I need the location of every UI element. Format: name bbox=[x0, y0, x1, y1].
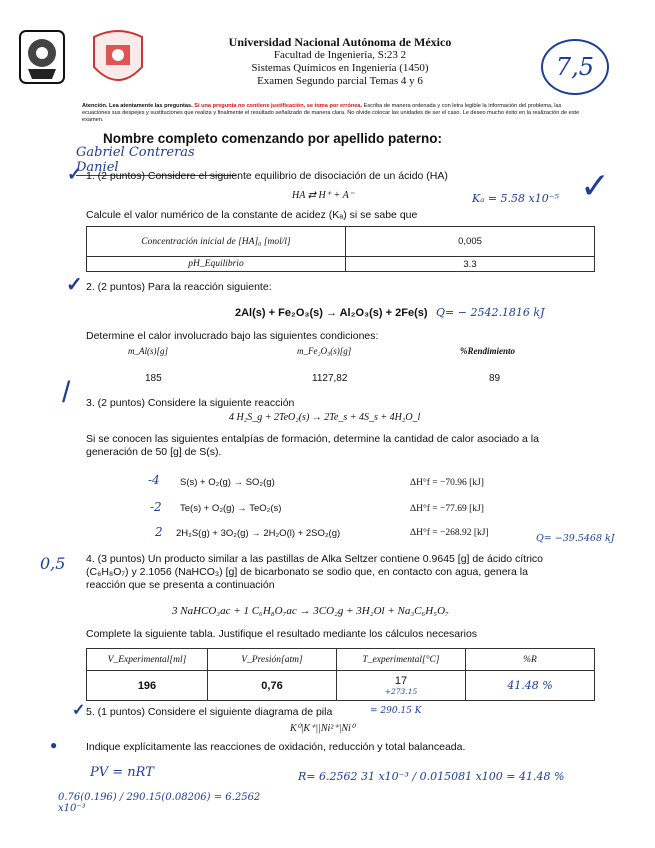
q2-col1: m_Al(s)[g] bbox=[128, 346, 168, 356]
q2-equation: 2Al(s) + Fe₂O₃(s) → Al₂O₃(s) + 2Fe(s) bbox=[235, 307, 428, 319]
q4-hand-t2: = 290.15 K bbox=[370, 706, 422, 716]
q3-equation: 4 H₂S_g + 2TeO₂(s) → 2Te_s + 4S_s + 4H₂O_l bbox=[229, 412, 421, 423]
q4-h1: V_Experimental[ml] bbox=[87, 649, 208, 671]
ingenieria-seal-logo bbox=[86, 27, 150, 93]
check-mark-q2: ✓ bbox=[66, 274, 83, 296]
q4-v4: 41.48 % bbox=[466, 671, 595, 701]
q4-v1: 196 bbox=[87, 671, 208, 701]
exam-header bbox=[175, 36, 505, 88]
q2-ask: Determine el calor involucrado bajo las siguientes condiciones: bbox=[86, 330, 379, 342]
q1-row2-value: 3.3 bbox=[346, 257, 595, 272]
q2-val1: 185 bbox=[145, 373, 162, 384]
q3-hand-answer: Q= −39.5468 kJ bbox=[536, 533, 615, 544]
q4-v2: 0,76 bbox=[208, 671, 337, 701]
q4-ask: Complete la siguiente tabla. Justifique el resultado mediante los cálculos necesarios bbox=[86, 628, 478, 640]
exam-line: Examen Segundo parcial Temas 4 y 6 bbox=[257, 75, 423, 87]
q1-text: 1. (2 puntos) Considere el siguiente equilibrio de disociación de un ácido (HA) bbox=[86, 170, 448, 182]
q4-table bbox=[86, 648, 595, 701]
q3-hand-m2: -2 bbox=[150, 500, 162, 514]
q1-row1-value: 0,005 bbox=[346, 227, 595, 257]
faculty-line: Facultad de Ingeniería, S:23 2 bbox=[273, 49, 407, 61]
q1-row2-label: pH_Equilibrio bbox=[87, 257, 346, 272]
q3-r1: S(s) + O₂(g) → SO₂(g) bbox=[180, 477, 275, 488]
work-r-calc: R= 6.2562 31 x10⁻³ / 0.015081 x100 = 41.48 % bbox=[298, 770, 565, 783]
q3-r3: 2H₂S(g) + 3O₂(g) → 2H₂O(l) + 2SO₂(g) bbox=[176, 528, 341, 539]
check-mark-q1: ✓ bbox=[67, 164, 83, 184]
name-value: Gabriel Contreras Daniel bbox=[76, 145, 236, 176]
q1-ask: Calcule el valor numérico de la constante de acidez (Kₐ) si se sabe que bbox=[86, 209, 418, 221]
q3-ask: Si se conocen las siguientes entalpías de formación, determine la cantidad de calor asociado a la generación de 50 [g] de S(s). bbox=[86, 433, 539, 458]
q4-v3: 17 bbox=[394, 675, 408, 687]
q3-r2-dh: ΔH°f = −77.69 [kJ] bbox=[410, 504, 484, 514]
q5-ask: Indique explícitamente las reacciones de oxidación, reducción y total balanceada. bbox=[86, 741, 466, 753]
q1-hand-answer: Kₐ = 5.58 x10⁻⁵ bbox=[472, 192, 559, 205]
q3-r2: Te(s) + O₂(g) → TeO₂(s) bbox=[180, 503, 282, 514]
q2-col2: m_Fe₂O₃(s)[g] bbox=[297, 346, 352, 356]
q3-text: 3. (2 puntos) Considere la siguiente reacción bbox=[86, 397, 295, 409]
q2-col3: %Rendimiento bbox=[460, 346, 516, 356]
q4-h2: V_Presión[atm] bbox=[208, 649, 337, 671]
q4-hand-t: +273.15 bbox=[384, 687, 418, 696]
q2-text: 2. (2 puntos) Para la reacción siguiente: bbox=[86, 281, 272, 293]
q4-equation: 3 NaHCO₃ac + 1 C₆H₈O₇ac → 3CO₂g + 3H₂Ol + Na₃C₆H₅O₇ bbox=[172, 605, 449, 617]
name-label: Nombre completo comenzando por apellido paterno: bbox=[103, 131, 443, 146]
q1-equation: HA ⇄ H⁺ + A⁻ bbox=[292, 190, 354, 201]
q2-val2: 1127,82 bbox=[312, 373, 348, 384]
q4-text: 4. (3 puntos) Un producto similar a las pastillas de Alka Seltzer contiene 0.9645 [g] de ácido cítrico (C₆H₈O₇) y 2.1056 (NaHCO₃) [g] de bicarbonato se sodio que, en contacto con agua, genera la reacción que se presenta a continuación bbox=[86, 553, 543, 591]
q1-row1-label: Concentración inicial de [HA]₀ [mol/l] bbox=[87, 227, 346, 257]
grade-circle: 7,5 bbox=[541, 39, 609, 95]
q2-hand-answer: Q= − 2542.1816 kJ bbox=[436, 306, 545, 319]
q3-r3-dh: ΔH°f = −268.92 [kJ] bbox=[410, 528, 489, 538]
course-line: Sistemas Químicos en Ingeniería (1450) bbox=[251, 62, 429, 74]
work-ideal-gas: PV = nRT bbox=[90, 765, 154, 780]
attention-warning: Si una pregunta no contiene justificación, se toma por errónea. bbox=[194, 103, 363, 109]
q4-h4: %R bbox=[466, 649, 595, 671]
q5-text: 5. (1 puntos) Considere el siguiente diagrama de pila bbox=[86, 706, 333, 718]
check-mark-big: ✓ bbox=[580, 165, 611, 206]
q4-h3: T_experimental[°C] bbox=[337, 649, 466, 671]
attention-lead: Atención. Lea atentamente las preguntas. bbox=[82, 103, 193, 109]
q1-table bbox=[86, 226, 595, 272]
q2-val3: 89 bbox=[489, 373, 501, 384]
q3-hand-m3: 2 bbox=[155, 525, 163, 539]
university-name: Universidad Nacional Autónoma de México bbox=[228, 35, 452, 49]
unam-seal-logo bbox=[18, 29, 66, 85]
q3-r1-dh: ΔH°f = −70.96 [kJ] bbox=[410, 478, 484, 488]
check-mark-q3: / bbox=[62, 376, 71, 409]
check-mark-q5: ✓ bbox=[72, 702, 86, 719]
q4-score: 0,5 bbox=[40, 554, 66, 573]
q5-cell: K⁰|K⁺||Ni²⁺|Ni⁰ bbox=[290, 723, 355, 734]
work-n-calc: 0.76(0.196) / 290.15(0.08206) = 6.2562 x10⁻³ bbox=[58, 792, 261, 814]
q4-v3-cell bbox=[337, 671, 466, 701]
attention-rest: Escriba de manera ordenada y con letra legible la información del problema, las ecuaciones sus despejes y sustituciones que realiza y finalmente el resultado señalizado de manera clara. No olvide colocar las unidades de ser el caso. Le deseo mucho éxito en la realización de este examen. bbox=[82, 103, 580, 123]
attention-note bbox=[82, 103, 582, 124]
q3-hand-m1: -4 bbox=[148, 473, 160, 487]
bullet-q5: ● bbox=[50, 738, 58, 752]
